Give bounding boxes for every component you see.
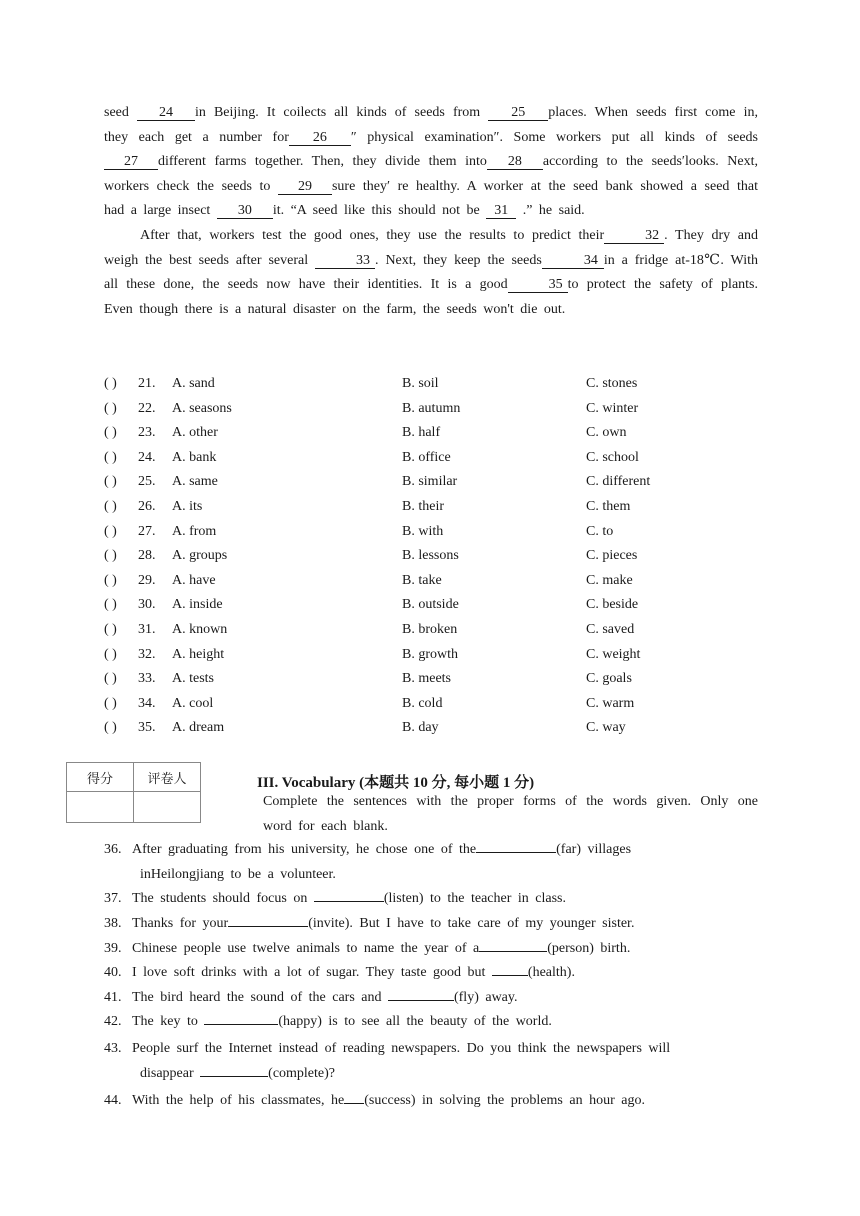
option-b: B. cold <box>402 695 443 711</box>
answer-paren[interactable]: ( ) <box>104 400 117 416</box>
option-b: B. broken <box>402 621 458 637</box>
answer-blank[interactable] <box>228 926 308 927</box>
question-number: 21. <box>138 376 156 391</box>
option-b: B. soil <box>402 376 439 391</box>
option-a: A. dream <box>172 720 225 736</box>
question-number: 32. <box>138 646 156 662</box>
option-row <box>104 669 764 694</box>
blank-26: 26 <box>289 130 351 146</box>
option-c: C. goals <box>586 671 632 687</box>
score-header: 得分 <box>67 763 134 792</box>
question-number: 44. <box>104 1093 122 1108</box>
blank-30: 30 <box>217 203 273 219</box>
option-c: C. way <box>586 720 626 736</box>
option-c: C. school <box>586 449 639 465</box>
grader-cell[interactable] <box>134 792 201 823</box>
blank-33: 33 <box>315 253 375 269</box>
option-b: B. similar <box>402 474 458 490</box>
passage-paragraph-2: After that, workers test the good ones, they use the results to predict their 32 . They dry and weigh the best seeds after several 33 . Next, they keep the seeds 34 in a fridge at-18℃. With all these done, the seeds now have their identities. It is a good 35 to protect the safety of plants. Even though there is a natural disaster on the farm, the seeds won't die out. <box>104 227 759 317</box>
passage-paragraph-1: seed 24 in Beijing. It coilects all kinds of seeds from 25 places. When seeds first come in, they each get a number for 26 ″ physical examination″. Some workers put all kinds of seeds 27 different farms together. Then, they divide them into 28 according to the seeds′looks. Next, workers check the seeds to 29 sure they′ re healthy. A worker at the seed bank showed a seed that had a large insect 30 it. “A seed like this should not be 31 .” he said. <box>104 105 759 219</box>
option-a: A. its <box>172 498 203 514</box>
question-number: 24. <box>138 449 156 465</box>
option-a: A. seasons <box>172 400 232 416</box>
option-b: B. half <box>402 425 441 441</box>
question-number: 34. <box>138 695 156 711</box>
grader-header: 评卷人 <box>134 763 201 792</box>
option-b: B. take <box>402 572 442 588</box>
blank-24: 24 <box>137 105 195 121</box>
question-number: 23. <box>138 425 156 441</box>
option-a: A. bank <box>172 449 217 465</box>
cloze-passage <box>104 101 758 322</box>
option-a: A. height <box>172 646 225 662</box>
question-number: 38. <box>104 916 122 931</box>
answer-paren[interactable]: ( ) <box>104 548 117 564</box>
score-table <box>66 762 201 823</box>
question-number: 29. <box>138 572 156 588</box>
option-c: C. stones <box>586 376 638 391</box>
blank-34: 34 <box>542 253 604 269</box>
option-a: A. tests <box>172 671 214 687</box>
option-row <box>104 448 764 473</box>
answer-blank[interactable] <box>344 1103 364 1104</box>
option-row <box>104 522 764 547</box>
option-a: A. from <box>172 523 217 539</box>
option-row <box>104 718 764 743</box>
option-b: B. office <box>402 449 451 465</box>
question-37: 37. The students should focus on (listen) to the teacher in class. <box>104 887 566 912</box>
question-number: 33. <box>138 671 156 687</box>
question-number: 42. <box>104 1014 122 1029</box>
section-title: III. Vocabulary (本题共 10 分, 每小题 1 分) <box>257 775 535 791</box>
blank-31: 31 <box>486 203 516 219</box>
option-c: C. own <box>586 425 627 441</box>
question-number: 37. <box>104 891 122 906</box>
answer-paren[interactable]: ( ) <box>104 671 117 687</box>
answer-blank[interactable] <box>476 852 556 853</box>
question-number: 26. <box>138 498 156 514</box>
question-number: 36. <box>104 842 122 857</box>
blank-25: 25 <box>488 105 548 121</box>
question-39: 39. Chinese people use twelve animals to name the year of a (person) birth. <box>104 937 630 962</box>
section-instruction: Complete the sentences with the proper forms of the words given. Only one word for each blank. <box>263 794 758 834</box>
blank-27: 27 <box>104 154 158 170</box>
blank-29: 29 <box>278 179 332 195</box>
option-c: C. warm <box>586 695 635 711</box>
option-c: C. them <box>586 498 631 514</box>
option-row <box>104 374 764 399</box>
answer-paren[interactable]: ( ) <box>104 597 117 613</box>
answer-paren[interactable]: ( ) <box>104 449 117 465</box>
option-row <box>104 571 764 596</box>
option-row <box>104 423 764 448</box>
option-b: B. their <box>402 498 444 514</box>
option-b: B. autumn <box>402 400 461 416</box>
option-a: A. inside <box>172 597 223 613</box>
option-c: C. to <box>586 523 614 539</box>
question-38: 38. Thanks for your (invite). But I have to take care of my younger sister. <box>104 912 634 937</box>
option-row <box>104 399 764 424</box>
option-c: C. winter <box>586 400 639 416</box>
option-row <box>104 694 764 719</box>
question-number: 25. <box>138 474 156 490</box>
option-c: C. make <box>586 572 633 588</box>
answer-paren[interactable]: ( ) <box>104 474 117 490</box>
question-36: 36. After graduating from his university, he chose one of the (far) villages inHeilongjiang to be a volunteer. <box>104 838 631 887</box>
question-number: 27. <box>138 523 156 539</box>
answer-paren[interactable]: ( ) <box>104 695 117 711</box>
options-list <box>104 374 764 743</box>
answer-paren[interactable]: ( ) <box>104 621 117 637</box>
option-row <box>104 595 764 620</box>
blank-32: 32 <box>604 228 664 244</box>
blank-35: 35 <box>508 277 568 293</box>
option-row <box>104 546 764 571</box>
option-c: C. different <box>586 474 651 490</box>
option-a: A. sand <box>172 376 215 391</box>
question-44: 44. With the help of his classmates, he (success) in solving the problems an hour ago. <box>104 1089 645 1114</box>
question-number: 35. <box>138 720 156 736</box>
answer-paren[interactable]: ( ) <box>104 720 117 736</box>
option-row <box>104 497 764 522</box>
option-a: A. known <box>172 621 228 637</box>
answer-paren[interactable]: ( ) <box>104 376 117 391</box>
answer-blank[interactable] <box>314 901 384 902</box>
blank-28: 28 <box>487 154 543 170</box>
answer-paren[interactable]: ( ) <box>104 572 117 588</box>
answer-blank[interactable] <box>200 1076 268 1077</box>
answer-paren[interactable]: ( ) <box>104 523 117 539</box>
option-c: C. beside <box>586 597 639 613</box>
score-cell[interactable] <box>67 792 134 823</box>
option-a: A. other <box>172 425 218 441</box>
option-a: A. have <box>172 572 216 588</box>
option-c: C. saved <box>586 621 635 637</box>
question-41: 41. The bird heard the sound of the cars and (fly) away. <box>104 986 518 1011</box>
answer-blank[interactable] <box>388 1000 454 1001</box>
option-b: B. outside <box>402 597 459 613</box>
answer-blank[interactable] <box>204 1024 278 1025</box>
option-row <box>104 472 764 497</box>
answer-paren[interactable]: ( ) <box>104 425 117 441</box>
option-b: B. with <box>402 523 444 539</box>
question-number: 28. <box>138 548 156 564</box>
question-number: 31. <box>138 621 156 637</box>
question-42: 42. The key to (happy) is to see all the beauty of the world. <box>104 1010 552 1035</box>
answer-blank[interactable] <box>492 975 528 976</box>
option-b: B. growth <box>402 646 458 662</box>
option-b: B. day <box>402 720 439 736</box>
question-40: 40. I love soft drinks with a lot of sugar. They taste good but (health). <box>104 961 575 986</box>
question-number: 22. <box>138 400 156 416</box>
option-a: A. cool <box>172 695 214 711</box>
option-b: B. lessons <box>402 548 459 564</box>
question-43: 43. People surf the Internet instead of reading newspapers. Do you think the newspapers will disappear (complete)? <box>104 1037 744 1086</box>
option-c: C. pieces <box>586 548 638 564</box>
question-number: 43. <box>104 1041 122 1056</box>
question-number: 30. <box>138 597 156 613</box>
option-row <box>104 620 764 645</box>
option-c: C. weight <box>586 646 641 662</box>
answer-paren[interactable]: ( ) <box>104 646 117 662</box>
option-a: A. same <box>172 474 218 490</box>
option-row <box>104 645 764 670</box>
question-number: 41. <box>104 990 122 1005</box>
question-number: 40. <box>104 965 122 980</box>
option-a: A. groups <box>172 548 228 564</box>
answer-paren[interactable]: ( ) <box>104 498 117 514</box>
answer-blank[interactable] <box>479 951 547 952</box>
option-b: B. meets <box>402 671 451 687</box>
question-number: 39. <box>104 941 122 956</box>
